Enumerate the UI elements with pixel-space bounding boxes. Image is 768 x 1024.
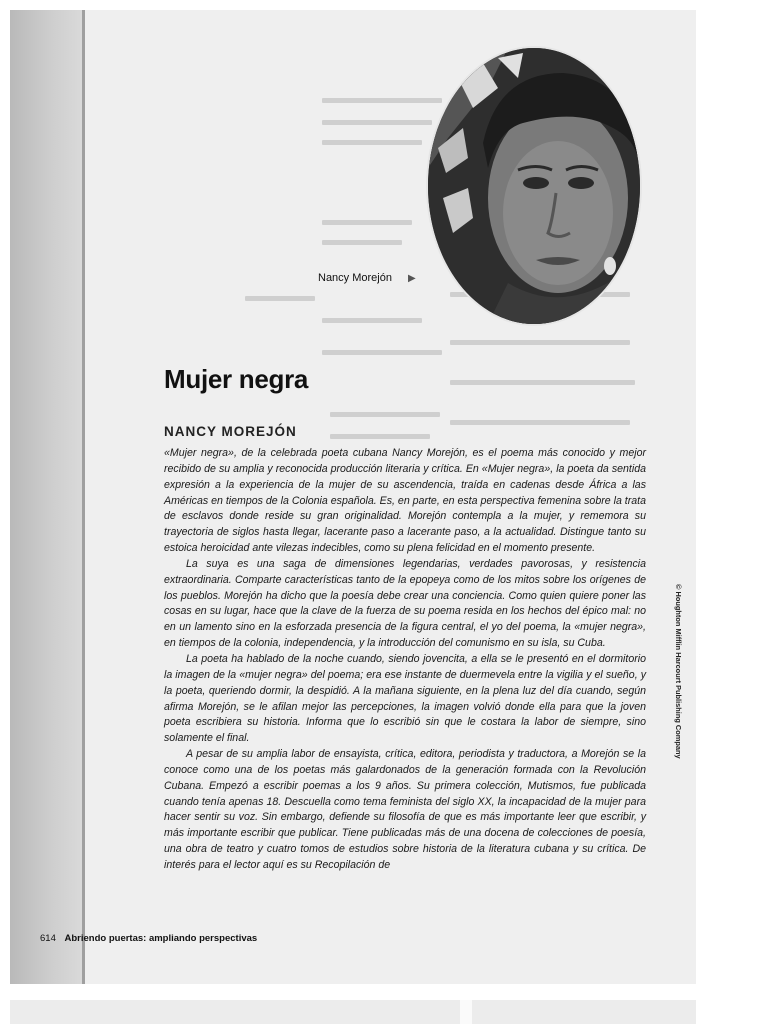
article-body [164,446,646,874]
show-through-line [322,98,442,103]
show-through-line [330,412,440,417]
paragraph-saga: La suya es una saga de dimensiones legendarias, verdades pavorosas, y resistencia extraordinaria. Comparte características tanto de la epopeya como de los mitos sobre los orígenes de los pueblos. Morejón ha dicho que la poesía debe crear una conciencia. Como quien quiere poner las cosas en su lugar, hace que la clave de la fuerza de su poema resida en los hechos del épico mal: no en un lamento sino en la esforzada presencia de la figura central, el yo del poema, la «mujer negra», en tiempos de la colonia, independencia, y la introducción del comunismo en su isla, su Cuba. [164,557,646,650]
portrait-caption: Nancy Morejón [318,272,392,284]
show-through-line [450,340,630,345]
next-page-edge [10,1000,696,1024]
footer-title: Abriendo puertas: ampliando perspectivas [64,933,258,944]
show-through-line [322,220,412,225]
paragraph-intro: «Mujer negra», de la celebrada poeta cubana Nancy Morejón, es el poema más conocido y mejor recibido de su amplia y reconocida producción literaria y crítica. En «Mujer negra», la poeta da sentida expresión a la experiencia de la mujer de su ascendencia, traída en cadenas desde África a las Américas en tiempos de la Colonia española. Es, en parte, en esta perspectiva femenina sobre la trata de esclavos donde reside su gran originalidad. Morejón contempla a la mujer, y rememora su trayectoria de siglos hasta llegar, lacerante paso a lacerante paso, a la actualidad. Distingue tanto su estoica heroicidad ante vilezas indecibles, como su plena felicidad en el momento presente. [164,447,646,555]
page-footer [40,933,257,944]
show-through-line [322,318,422,323]
paragraph-career: A pesar de su amplia labor de ensayista, crítica, editora, periodista y traductora, a Morejón se la conoce como una de los poetas más galardonados de la generación formada con la Revolución Cubana. Empezó a escribir poemas a los 9 años. Su primera colección, Mutismos, fue publicada cuando tenía apenas 18. Descuella como tema feminista del siglo XX, la incapacidad de la mujer para hacer sentir su voz. Sin embargo, defiende su filosofía de que es más importante leer que escribir, y más importante escribir que publicar. Tiene publicadas más de una docena de colecciones de poesía, una obra de teatro y cuatro tomos de estudios sobre historia de la literatura cubana y su crítica. De interés para el lector aquí es su Recopilación de [164,748,646,871]
show-through-line [322,350,442,355]
show-through-line [330,434,430,439]
show-through-line [322,240,402,245]
paragraph-night: La poeta ha hablado de la noche cuando, siendo jovencita, a ella se le presentó en el dormitorio la imagen de la «mujer negra» del poema; era ese instante de duermevela entre la vigilia y el sueño, y la poeta, queriendo dormir, la despidió. A la mañana siguiente, en la plena luz del día cuando, según afirma Morejón, se le afilan mejor las percepciones, la imagen volvió donde ella para que la joven poeta escribiera su historia. Informa que lo escribió sin que le costara la labor de siempre, sino solamente el final. [164,652,646,745]
article-author: NANCY MOREJÓN [164,424,297,439]
show-through-line [245,296,315,301]
triangle-right-icon: ▶ [408,273,416,284]
show-through-line [322,140,422,145]
page-number: 614 [40,933,56,944]
show-through-line [450,380,635,385]
copyright-credit: © Houghton Mifflin Harcourt Publishing Company [674,584,683,759]
page-edge [82,10,85,984]
author-portrait [426,46,642,326]
book-spine-shadow [10,10,84,984]
show-through-line [450,420,630,425]
article-title: Mujer negra [164,364,309,394]
show-through-line [322,120,432,125]
